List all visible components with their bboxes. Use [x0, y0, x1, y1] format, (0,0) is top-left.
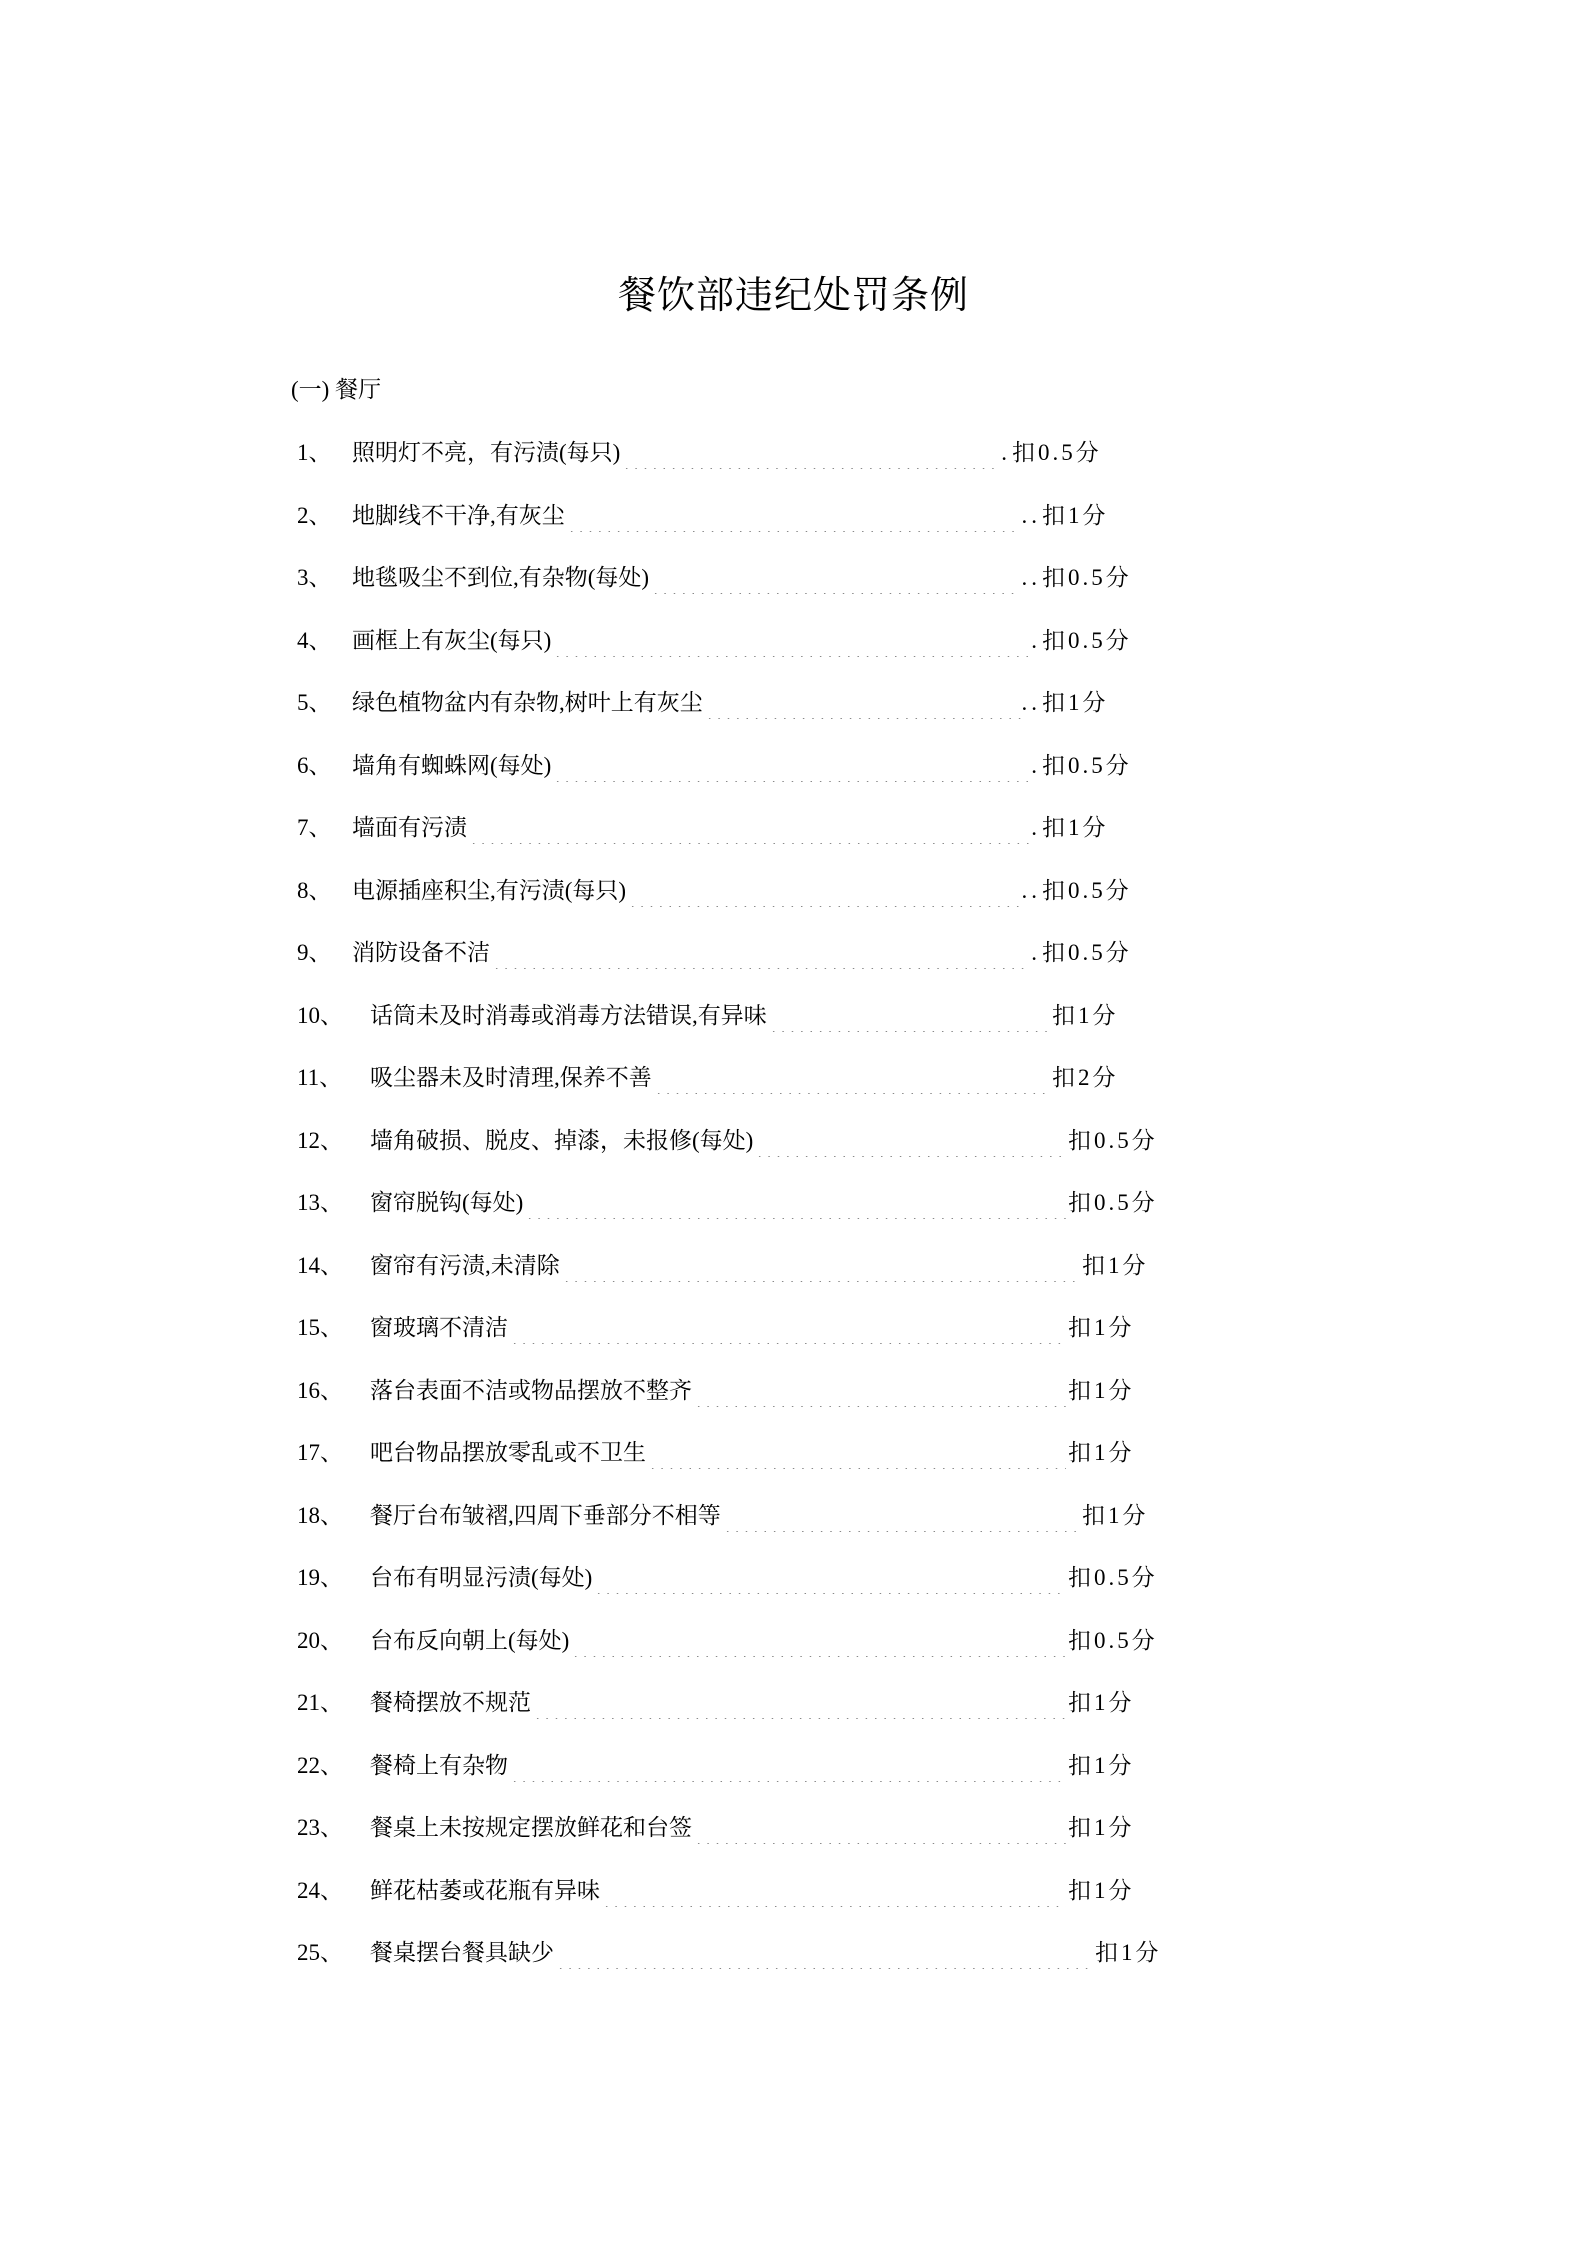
- dot-leader: [769, 1000, 1050, 1032]
- dot-leader: [694, 1812, 1066, 1844]
- rule-item: [0, 1750, 1587, 1782]
- penalty-value: 扣0.5分: [1042, 753, 1132, 778]
- rule-text: 餐椅摆放不规范: [370, 1690, 531, 1715]
- penalty-value: 扣1分: [1052, 1003, 1119, 1028]
- rule-number: 1、: [297, 440, 332, 465]
- dot-leader: [525, 1187, 1066, 1219]
- rule-text: 墙面有污渍: [352, 815, 467, 840]
- rule-item: [0, 500, 1587, 532]
- penalty-value: 扣2分: [1052, 1065, 1119, 1090]
- rule-text: 鲜花枯萎或花瓶有异味: [370, 1878, 600, 1903]
- rule-number: 10、: [297, 1003, 343, 1028]
- rule-item: [0, 1687, 1587, 1719]
- rule-text: 台布有明显污渍(每处): [370, 1565, 593, 1590]
- rule-item: [0, 1437, 1587, 1469]
- leader-tail: ..: [1021, 503, 1041, 528]
- rule-number: 18、: [297, 1503, 343, 1528]
- rule-number: 5、: [297, 690, 332, 715]
- dot-leader: [571, 1625, 1066, 1657]
- leader-tail: .: [1001, 440, 1011, 465]
- penalty-value: 扣1分: [1082, 1253, 1149, 1278]
- rule-item: [0, 1187, 1587, 1219]
- penalty-value: 扣1分: [1068, 1815, 1135, 1840]
- dot-leader: [628, 875, 1020, 907]
- dot-leader: [723, 1500, 1080, 1532]
- rule-number: 4、: [297, 628, 332, 653]
- rule-item: [0, 562, 1587, 594]
- dot-leader: [705, 687, 1021, 719]
- rule-number: 16、: [297, 1378, 343, 1403]
- penalty-value: 扣1分: [1068, 1753, 1135, 1778]
- rule-number: 25、: [297, 1940, 343, 1965]
- rule-number: 23、: [297, 1815, 343, 1840]
- rule-text: 餐椅上有杂物: [370, 1753, 508, 1778]
- penalty-value: 扣0.5分: [1042, 565, 1132, 590]
- rule-item: [0, 1312, 1587, 1344]
- rule-number: 11、: [297, 1065, 343, 1090]
- section-heading: (一) 餐厅: [291, 377, 382, 402]
- dot-leader: [654, 1062, 1050, 1094]
- rule-item: [0, 1000, 1587, 1032]
- penalty-value: 扣1分: [1068, 1315, 1135, 1340]
- dot-leader: [553, 750, 1030, 782]
- rule-text: 绿色植物盆内有杂物,树叶上有灰尘: [352, 690, 703, 715]
- penalty-value: 扣0.5分: [1068, 1628, 1158, 1653]
- rule-item: [0, 1625, 1587, 1657]
- rule-number: 2、: [297, 503, 332, 528]
- dot-leader: [553, 625, 1030, 657]
- rule-number: 3、: [297, 565, 332, 590]
- penalty-value: 扣1分: [1095, 1940, 1162, 1965]
- penalty-value: 扣1分: [1068, 1690, 1135, 1715]
- rule-item: [0, 1937, 1587, 1969]
- rule-text: 画框上有灰尘(每只): [352, 628, 552, 653]
- rule-text: 消防设备不洁: [352, 940, 490, 965]
- leader-tail: .: [1031, 940, 1041, 965]
- penalty-value: 扣1分: [1042, 690, 1109, 715]
- rule-item: [0, 937, 1587, 969]
- rule-text: 吧台物品摆放零乱或不卫生: [370, 1440, 646, 1465]
- penalty-value: 扣1分: [1068, 1878, 1135, 1903]
- dot-leader: [622, 437, 1000, 469]
- dot-leader: [694, 1375, 1066, 1407]
- dot-leader: [648, 1437, 1066, 1469]
- rule-number: 8、: [297, 878, 332, 903]
- leader-tail: .: [1031, 753, 1041, 778]
- rule-item: [0, 1062, 1587, 1094]
- penalty-value: 扣0.5分: [1068, 1565, 1158, 1590]
- penalty-value: 扣0.5分: [1042, 628, 1132, 653]
- rule-item: [0, 1125, 1587, 1157]
- rule-text: 墙角有蜘蛛网(每处): [352, 753, 552, 778]
- rule-text: 台布反向朝上(每处): [370, 1628, 570, 1653]
- dot-leader: [556, 1937, 1093, 1969]
- leader-tail: ..: [1021, 690, 1041, 715]
- dot-leader: [492, 937, 1030, 969]
- penalty-value: 扣1分: [1042, 815, 1109, 840]
- dot-leader: [562, 1250, 1080, 1282]
- dot-leader: [510, 1312, 1066, 1344]
- rule-item: [0, 625, 1587, 657]
- rule-text: 餐桌上未按规定摆放鲜花和台签: [370, 1815, 692, 1840]
- rule-text: 窗帘脱钩(每处): [370, 1190, 524, 1215]
- leader-tail: ..: [1021, 878, 1041, 903]
- rule-number: 12、: [297, 1128, 343, 1153]
- rule-item: [0, 1500, 1587, 1532]
- rule-number: 22、: [297, 1753, 343, 1778]
- dot-leader: [755, 1125, 1066, 1157]
- rule-item: [0, 1250, 1587, 1282]
- rule-number: 6、: [297, 753, 332, 778]
- penalty-value: 扣0.5分: [1068, 1190, 1158, 1215]
- rule-text: 餐厅台布皱褶,四周下垂部分不相等: [370, 1503, 721, 1528]
- rule-item: [0, 437, 1587, 469]
- rule-number: 15、: [297, 1315, 343, 1340]
- rule-text: 窗帘有污渍,未清除: [370, 1253, 560, 1278]
- rule-number: 9、: [297, 940, 332, 965]
- rule-item: [0, 750, 1587, 782]
- rule-number: 19、: [297, 1565, 343, 1590]
- leader-tail: .: [1031, 628, 1041, 653]
- rule-text: 餐桌摆台餐具缺少: [370, 1940, 554, 1965]
- rule-text: 话筒未及时消毒或消毒方法错误,有异味: [370, 1003, 767, 1028]
- dot-leader: [651, 562, 1020, 594]
- rule-number: 7、: [297, 815, 332, 840]
- dot-leader: [533, 1687, 1066, 1719]
- rule-number: 20、: [297, 1628, 343, 1653]
- rule-number: 13、: [297, 1190, 343, 1215]
- penalty-value: 扣1分: [1068, 1440, 1135, 1465]
- dot-leader: [567, 500, 1021, 532]
- dot-leader: [469, 812, 1030, 844]
- dot-leader: [602, 1875, 1066, 1907]
- rule-text: 吸尘器未及时清理,保养不善: [370, 1065, 652, 1090]
- rule-number: 17、: [297, 1440, 343, 1465]
- dot-leader: [594, 1562, 1066, 1594]
- page-title: 餐饮部违纪处罚条例: [617, 273, 969, 317]
- penalty-value: 扣1分: [1042, 503, 1109, 528]
- rule-number: 14、: [297, 1253, 343, 1278]
- rule-text: 墙角破损、脱皮、掉漆，未报修(每处): [370, 1128, 754, 1153]
- rule-item: [0, 812, 1587, 844]
- rule-item: [0, 1875, 1587, 1907]
- rule-text: 窗玻璃不清洁: [370, 1315, 508, 1340]
- penalty-value: 扣0.5分: [1042, 940, 1132, 965]
- leader-tail: ..: [1021, 565, 1041, 590]
- rule-item: [0, 687, 1587, 719]
- penalty-value: 扣0.5分: [1068, 1128, 1158, 1153]
- dot-leader: [510, 1750, 1066, 1782]
- rule-number: 21、: [297, 1690, 343, 1715]
- rule-text: 地脚线不干净,有灰尘: [352, 503, 565, 528]
- rule-number: 24、: [297, 1878, 343, 1903]
- rule-item: [0, 1812, 1587, 1844]
- leader-tail: .: [1031, 815, 1041, 840]
- rule-text: 照明灯不亮，有污渍(每只): [352, 440, 621, 465]
- rule-item: [0, 1375, 1587, 1407]
- penalty-value: 扣0.5分: [1042, 878, 1132, 903]
- rule-text: 落台表面不洁或物品摆放不整齐: [370, 1378, 692, 1403]
- penalty-value: 扣0.5分: [1012, 440, 1102, 465]
- rule-item: [0, 1562, 1587, 1594]
- penalty-value: 扣1分: [1082, 1503, 1149, 1528]
- rule-item: [0, 875, 1587, 907]
- rule-text: 地毯吸尘不到位,有杂物(每处): [352, 565, 650, 590]
- penalty-value: 扣1分: [1068, 1378, 1135, 1403]
- rule-text: 电源插座积尘,有污渍(每只): [352, 878, 627, 903]
